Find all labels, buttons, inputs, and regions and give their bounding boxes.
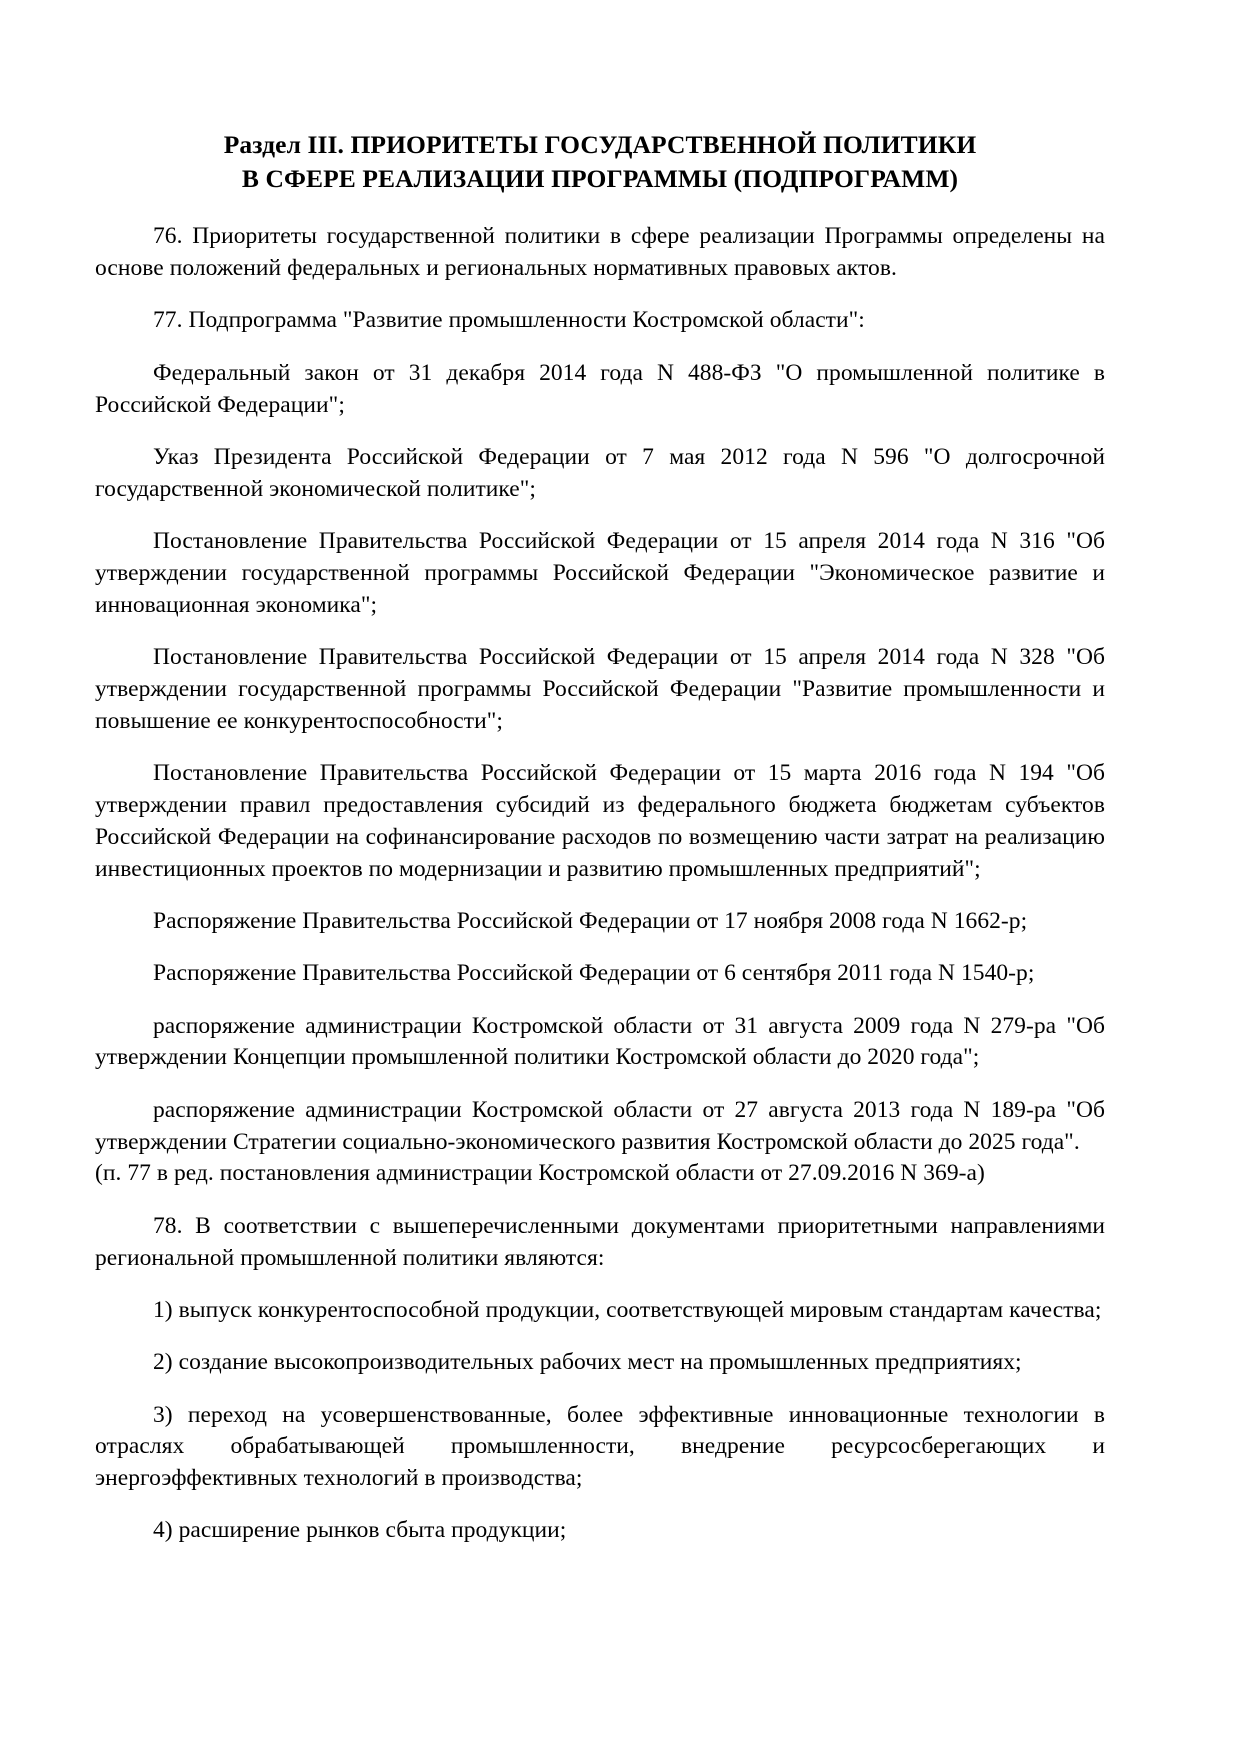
- list-item-3: 3) переход на усовершенствованные, более эффективные инновационные технологии в отраслях обрабатывающей промышленности, внедрение ресурсосберегающих и энергоэффективных технологий в производства;: [95, 1401, 1105, 1492]
- page-title: [95, 128, 1105, 195]
- citation-regional-order-189ra: распоряжение администрации Костромской области от 27 августа 2013 года N 189-ра "Об утверждении Стратегии социально-экономического развития Костромской области до 2025 года".: [95, 1096, 1105, 1155]
- page-title-line-1: Раздел III. ПРИОРИТЕТЫ ГОСУДАРСТВЕННОЙ ПОЛИТИКИ: [223, 130, 977, 159]
- citation-regional-order-279ra: распоряжение администрации Костромской области от 31 августа 2009 года N 279-ра "Об утверждении Концепции промышленной политики Костромской области до 2020 года";: [95, 1012, 1105, 1071]
- amendment-note: (п. 77 в ред. постановления администрации Костромской области от 27.09.2016 N 369-а): [95, 1160, 985, 1187]
- paragraph-77-intro: 77. Подпрограмма "Развитие промышленности Костромской области":: [153, 307, 865, 334]
- page-title-line-2: В СФЕРЕ РЕАЛИЗАЦИИ ПРОГРАММЫ (ПОДПРОГРАММ): [241, 163, 959, 193]
- list-item-1: 1) выпуск конкурентоспособной продукции, соответствующей мировым стандартам качества;: [153, 1296, 1102, 1323]
- citation-federal-law-488: Федеральный закон от 31 декабря 2014 года N 488-ФЗ "О промышленной политике в Российской Федерации";: [95, 359, 1105, 418]
- citation-government-order-1540r: Распоряжение Правительства Российской Федерации от 6 сентября 2011 года N 1540-р;: [153, 960, 1035, 987]
- list-item-2: 2) создание высокопроизводительных рабочих мест на промышленных предприятиях;: [153, 1349, 1022, 1376]
- citation-government-resolution-328: Постановление Правительства Российской Федерации от 15 апреля 2014 года N 328 "Об утверждении государственной программы Российской Федерации "Развитие промышленности и повышение ее конкурентоспособности";: [95, 644, 1105, 734]
- paragraph-78-intro: 78. В соответствии с вышеперечисленными документами приоритетными направлениями региональной промышленной политики являются:: [95, 1212, 1105, 1271]
- citation-government-resolution-194: Постановление Правительства Российской Федерации от 15 марта 2016 года N 194 "Об утверждении правил предоставления субсидий из федерального бюджета бюджетам субъектов Российской Федерации на софинансирование расходов по возмещению части затрат на реализацию инвестиционных проектов по модернизации и развитию промышленных предприятий";: [95, 760, 1105, 882]
- paragraph-76: 76. Приоритеты государственной политики в сфере реализации Программы определены на основе положений федеральных и региональных нормативных правовых актов.: [95, 223, 1105, 282]
- citation-government-resolution-316: Постановление Правительства Российской Федерации от 15 апреля 2014 года N 316 "Об утверждении государственной программы Российской Федерации "Экономическое развитие и инновационная экономика";: [95, 528, 1105, 618]
- list-item-4: 4) расширение рынков сбыта продукции;: [153, 1517, 567, 1544]
- citation-government-order-1662r: Распоряжение Правительства Российской Федерации от 17 ноября 2008 года N 1662-р;: [153, 907, 1028, 934]
- citation-presidential-decree-596: Указ Президента Российской Федерации от 7 мая 2012 года N 596 "О долгосрочной государственной экономической политике";: [95, 443, 1105, 502]
